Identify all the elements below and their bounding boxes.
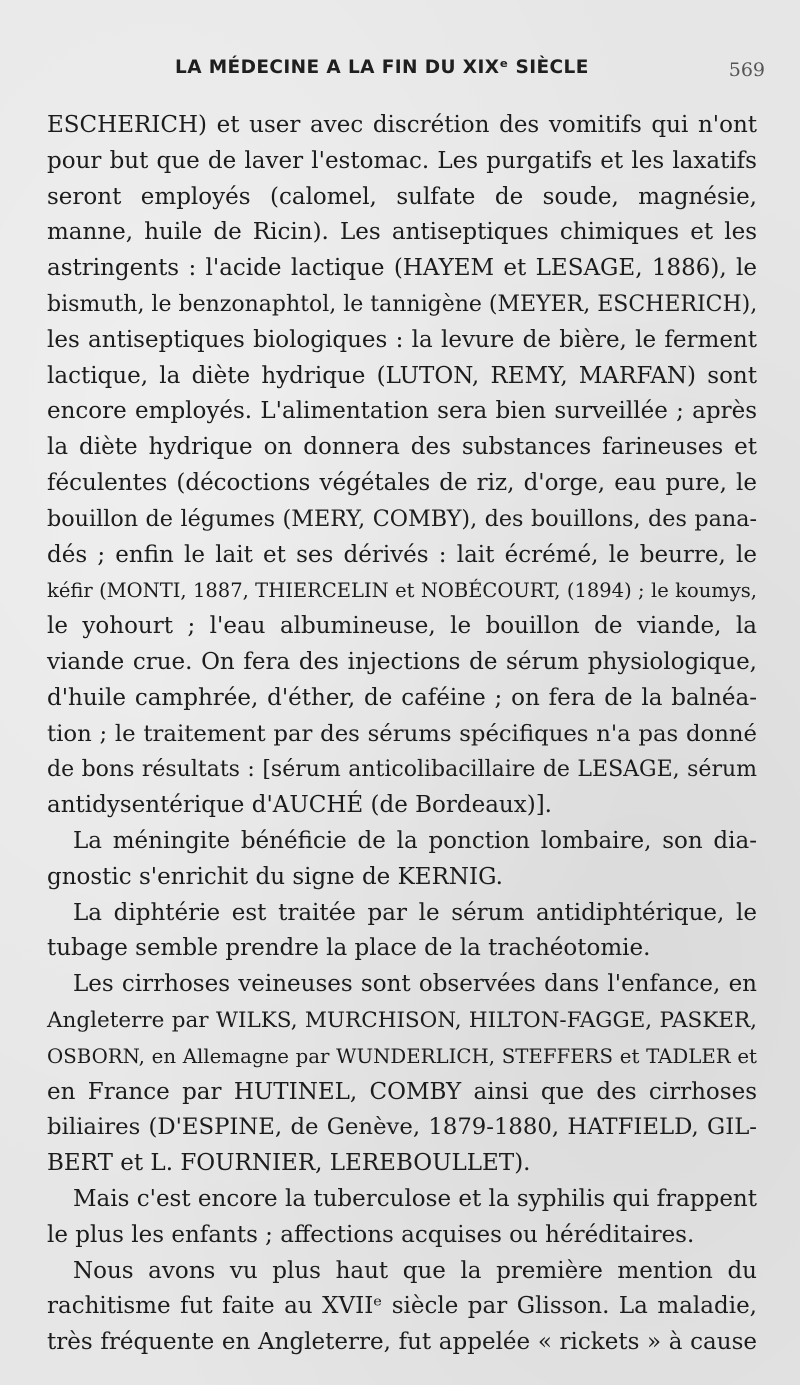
running-title: LA MÉDECINE A LA FIN DU XIXᵉ SIÈCLE bbox=[175, 57, 589, 78]
text-line: encore employés. L'alimentation sera bien surveillée ; après bbox=[47, 398, 757, 425]
text-line: les antiseptiques biologiques : la levure de bière, le ferment bbox=[47, 326, 757, 353]
text-line: féculentes (décoctions végétales de riz, d'orge, eau pure, le bbox=[47, 469, 757, 496]
text-line: La diphtérie est traitée par le sérum antidiphtérique, le bbox=[73, 899, 757, 926]
text-line: tubage semble prendre la place de la trachéotomie. bbox=[47, 935, 651, 962]
text-line: Angleterre par WILKS, MURCHISON, HILTON-FAGGE, PASKER, bbox=[47, 1007, 757, 1033]
text-line: manne, huile de Ricin). Les antiseptiques chimiques et les bbox=[47, 219, 757, 246]
text-line: bismuth, le benzonaphtol, le tannigène (MEYER, ESCHERICH), bbox=[47, 291, 758, 317]
text-line: antidysentérique d'AUCHÉ (de Bordeaux)]. bbox=[47, 792, 552, 819]
text-line: Nous avons vu plus haut que la première mention du bbox=[73, 1257, 757, 1284]
text-line: de bons résultats : [sérum anticolibacillaire de LESAGE, sérum bbox=[47, 757, 757, 783]
text-line: le yohourt ; l'eau albumineuse, le bouillon de viande, la bbox=[47, 613, 757, 640]
text-line: la diète hydrique on donnera des substances farineuses et bbox=[47, 434, 757, 461]
text-line: La méningite bénéficie de la ponction lombaire, son dia- bbox=[73, 827, 757, 854]
text-line: tion ; le traitement par des sérums spécifiques n'a pas donné bbox=[47, 720, 757, 747]
text-line: seront employés (calomel, sulfate de soude, magnésie, bbox=[47, 183, 757, 210]
text-line: le plus les enfants ; affections acquises ou héréditaires. bbox=[47, 1221, 695, 1248]
text-line: viande crue. On fera des injections de sérum physiologique, bbox=[47, 648, 757, 675]
text-line: BERT et L. FOURNIER, LEREBOULLET). bbox=[47, 1150, 531, 1177]
page-number: 569 bbox=[728, 59, 765, 81]
text-line: kéfir (MONTI, 1887, THIERCELIN et NOBÉCOURT, (1894) ; le koumys, bbox=[47, 579, 757, 603]
text-line: biliaires (D'ESPINE, de Genève, 1879-1880, HATFIELD, GIL- bbox=[47, 1114, 757, 1141]
text-line: Mais c'est encore la tuberculose et la syphilis qui frappent bbox=[73, 1185, 757, 1212]
body-text bbox=[47, 108, 757, 1361]
text-line: gnostic s'enrichit du signe de KERNIG. bbox=[47, 863, 503, 890]
text-line: OSBORN, en Allemagne par WUNDERLICH, STEFFERS et TADLER et bbox=[47, 1044, 757, 1068]
text-line: ESCHERICH) et user avec discrétion des vomitifs qui n'ont bbox=[47, 112, 757, 138]
text-line: dés ; enfin le lait et ses dérivés : lait écrémé, le beurre, le bbox=[47, 541, 757, 568]
text-line: rachitisme fut faite au XVIIᵉ siècle par Glisson. La maladie, bbox=[47, 1293, 757, 1320]
text-line: astringents : l'acide lactique (HAYEM et LESAGE, 1886), le bbox=[47, 255, 757, 282]
text-line: bouillon de légumes (MERY, COMBY), des bouillons, des pana- bbox=[47, 505, 757, 532]
text-line: pour but que de laver l'estomac. Les purgatifs et les laxatifs bbox=[47, 147, 757, 174]
text-line: d'huile camphrée, d'éther, de caféine ; on fera de la balnéa- bbox=[47, 684, 757, 711]
text-line: lactique, la diète hydrique (LUTON, REMY, MARFAN) sont bbox=[47, 362, 757, 389]
text-line: Les cirrhoses veineuses sont observées dans l'enfance, en bbox=[73, 971, 757, 998]
page-header bbox=[175, 57, 765, 91]
text-line: très fréquente en Angleterre, fut appelée « rickets » à cause bbox=[47, 1329, 757, 1356]
text-line: en France par HUTINEL, COMBY ainsi que des cirrhoses bbox=[47, 1078, 757, 1105]
